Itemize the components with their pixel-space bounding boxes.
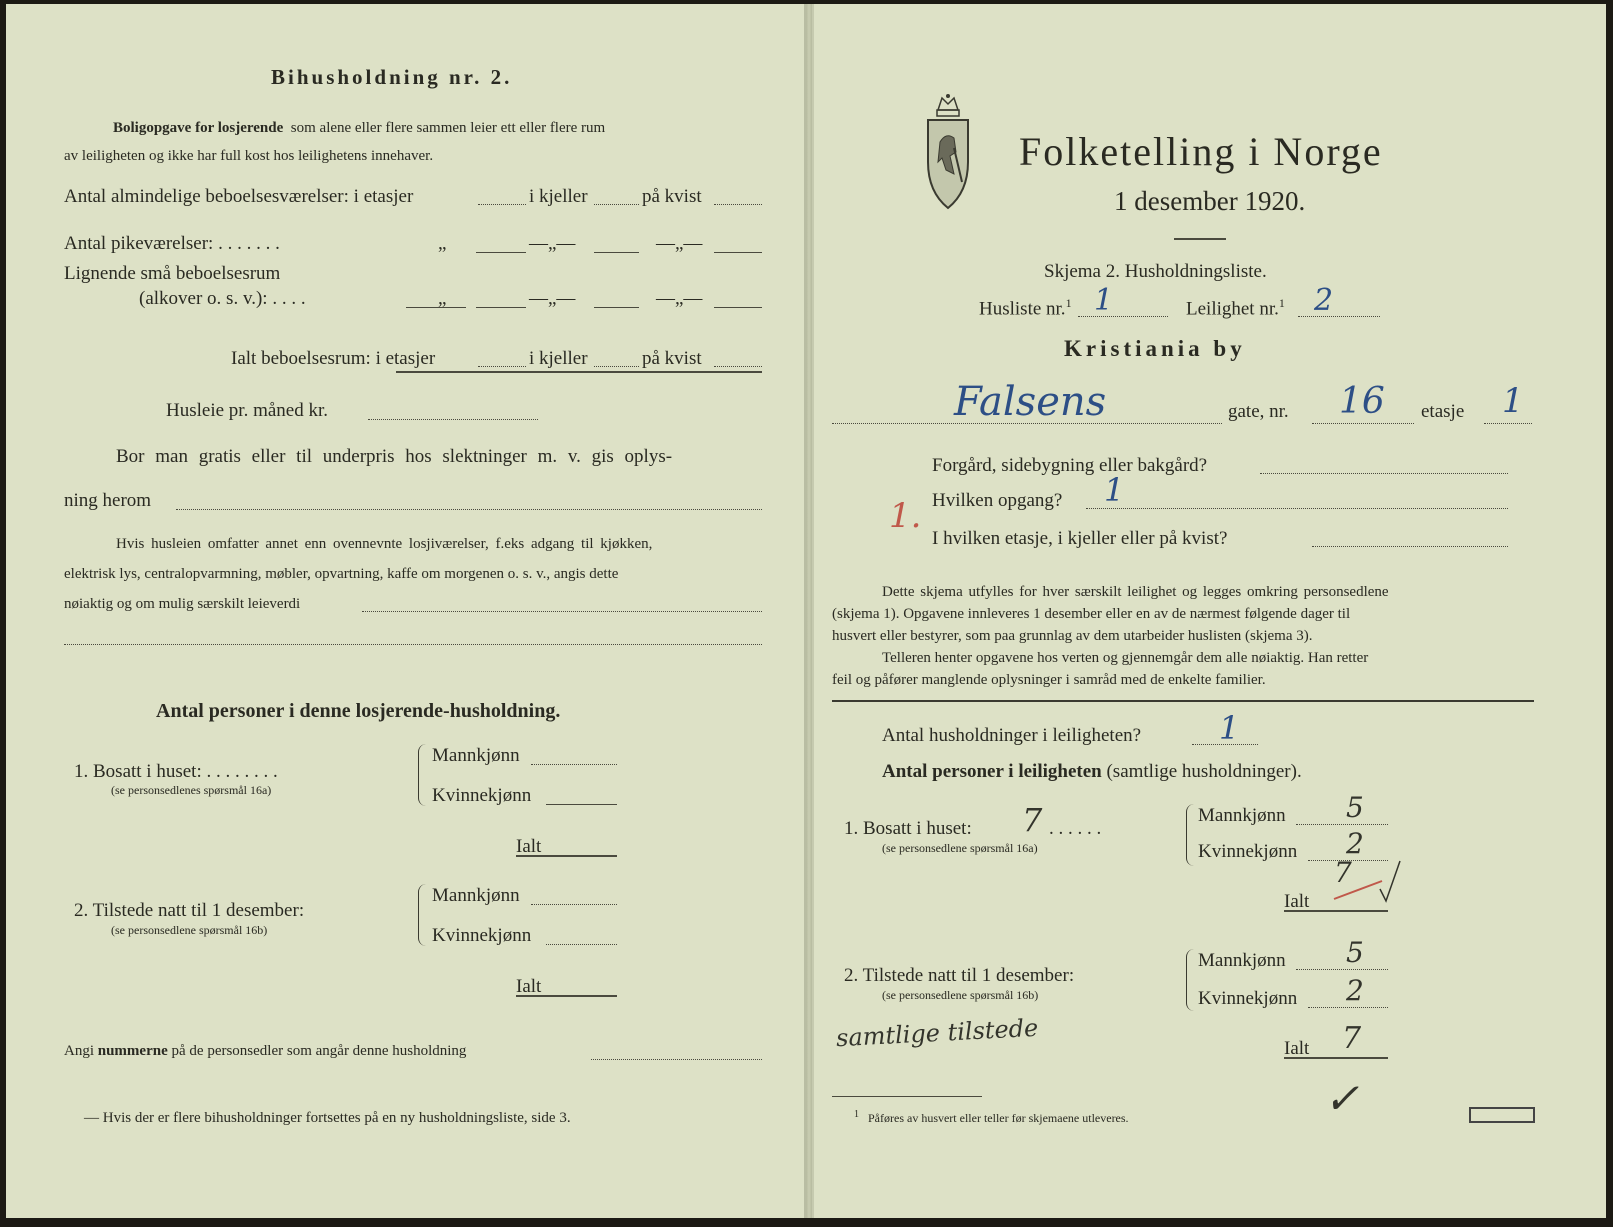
rooms-kjeller-field (594, 204, 639, 205)
right-q2-mann-field (1296, 969, 1388, 970)
instruction-line-4: Telleren henter opgavene hos verten og gjennemgår dem alle nøiaktig. Han retter (882, 650, 1369, 666)
small-rooms-field-0 (406, 307, 466, 308)
leilighet-value: 2 (1314, 283, 1334, 318)
small-rooms-label-2: (alkover o. s. v.): . . . . (139, 288, 306, 309)
pike-field-1 (476, 252, 526, 253)
husliste-field (1078, 316, 1168, 317)
opgang-value: 1 (1104, 471, 1125, 509)
rent-field (368, 419, 538, 420)
left-q1-ialt-field (516, 855, 617, 857)
left-q2-mann-field (531, 904, 617, 905)
margin-mark: 1. (889, 496, 922, 536)
forgard-question: Forgård, sidebygning eller bakgård? (932, 455, 1208, 476)
small-rooms-ditto-3: —„— (656, 288, 703, 309)
title-rule (1174, 238, 1226, 240)
incl-field (362, 611, 762, 612)
right-q1-check-strokes (1324, 856, 1404, 909)
pike-label: Antal pikeværelser: . . . . . . . (64, 233, 280, 254)
ialt-kvist-label: på kvist (642, 348, 702, 369)
right-q2-ialt-label: Ialt (1284, 1038, 1310, 1059)
ialt-kjeller-field (594, 366, 639, 367)
gate-nr-value: 16 (1339, 381, 1385, 422)
etasje-value: 1 (1502, 381, 1524, 421)
rent-label: Husleie pr. måned kr. (166, 400, 328, 421)
gate-label: gate, nr. (1228, 401, 1289, 422)
instruction-line-1: Dette skjema utfylles for hver særskilt leilighet og legges omkring personsedlene (882, 584, 1389, 600)
gate-nr-field (1312, 423, 1414, 424)
husliste-label: Husliste nr.$^1$ (979, 296, 1072, 320)
left-q2-kvinne-label: Kvinnekjønn (432, 925, 532, 946)
right-q1-sub: (se personsedlene spørsmål 16a) (882, 841, 1038, 855)
leilighet-label: Leilighet nr.$^1$ (1186, 296, 1285, 320)
handwritten-note: samtlige tilstede (835, 1013, 1039, 1053)
households-value: 1 (1219, 709, 1240, 747)
rooms-kvist-field (714, 204, 762, 205)
left-title: Bihusholdning nr. 2. (271, 65, 513, 89)
right-q2-ialt-field (1284, 1057, 1388, 1059)
leilighet-field (1298, 316, 1380, 317)
free-line-1: Bor man gratis eller til underpris hos slektninger m. v. gis oplys- (116, 446, 673, 467)
pike-field-3 (714, 252, 762, 253)
persons-heading: Antal personer i denne losjerende-husholdning. (156, 700, 561, 722)
right-q2-kvinne-field (1308, 1007, 1388, 1008)
right-q1-kvinne-value: 2 (1346, 827, 1364, 860)
angi-line: Angi nummerne på de personsedler som angår denne husholdning (64, 1043, 467, 1059)
left-q1-sub: (se personsedlenes spørsmål 16a) (111, 783, 272, 797)
etasje-label: etasje (1421, 401, 1465, 422)
right-q1-label: 1. Bosatt i huset: (844, 818, 972, 839)
right-title: Folketelling i Norge (1019, 129, 1383, 174)
husliste-value: 1 (1094, 283, 1114, 318)
census-form-sheet (6, 4, 1606, 1218)
households-question: Antal husholdninger i leiligheten? (882, 725, 1142, 746)
free-field (176, 509, 762, 510)
left-q2-brace (418, 884, 426, 946)
right-page (812, 4, 1606, 1218)
left-q1-label: 1. Bosatt i huset: . . . . . . . . (74, 761, 278, 782)
instructions-rule (832, 700, 1534, 702)
left-q2-mann-label: Mannkjønn (432, 885, 520, 906)
opgang-question: Hvilken opgang? (932, 490, 1063, 511)
small-rooms-ditto-2: —„— (529, 288, 576, 309)
schema-label: Skjema 2. Husholdningsliste. (1044, 261, 1267, 282)
pike-ditto-2: —„— (529, 233, 576, 254)
incl-line-2: elektrisk lys, centralopvarmning, møbler, opvartning, kaffe om morgenen o. s. v., angis dette (64, 566, 619, 582)
intro-line-2: av leiligheten og ikke har full kost hos leilighetens innehaver. (64, 148, 434, 164)
ialt-kjeller-label: i kjeller (529, 348, 588, 369)
pike-ditto-1: „ (438, 233, 447, 254)
left-footer-note: — Hvis der er flere bihusholdninger fortsettes på en ny husholdningsliste, side 3. (84, 1110, 571, 1126)
right-q1-mann-value: 5 (1346, 791, 1364, 824)
right-q1-dots: . . . . . . (1049, 818, 1102, 839)
rooms-etasjer-field (478, 204, 526, 205)
left-q2-ialt-field (516, 995, 617, 997)
right-q2-sub: (se personsedlene spørsmål 16b) (882, 988, 1039, 1002)
instruction-line-5: feil og påfører manglende oplysninger i samråd med de enkelte familier. (832, 672, 1266, 688)
rooms-kjeller-label: i kjeller (529, 186, 588, 207)
incl-field-2 (64, 644, 762, 645)
right-q1-ialt-field (1284, 910, 1388, 912)
small-rooms-label-1: Lignende små beboelsesrum (64, 263, 281, 284)
printer-stamp-icon (1469, 1107, 1535, 1123)
footnote: $^1$ Påføres av husvert eller teller før skjemaene utleveres. (854, 1109, 1129, 1125)
forgard-field (1260, 473, 1508, 474)
pike-field-2 (594, 252, 639, 253)
left-q2-label: 2. Tilstede natt til 1 desember: (74, 900, 305, 921)
ialt-rooms-underline (396, 371, 762, 373)
left-q1-mann-label: Mannkjønn (432, 745, 520, 766)
left-q1-kvinne-field (546, 804, 617, 805)
incl-line-3: nøiaktig og om mulig særskilt leieverdi (64, 596, 301, 612)
rooms-label: Antal almindelige beboelsesværelser: i etasjer (64, 186, 414, 207)
right-q2-kvinne-value: 2 (1346, 974, 1364, 1007)
small-rooms-ditto-1: „ (438, 288, 447, 309)
left-q1-ialt-label: Ialt (516, 836, 542, 857)
ialt-rooms-label: Ialt beboelsesrum: i etasjer (231, 348, 436, 369)
right-q2-brace (1186, 949, 1194, 1011)
left-q2-ialt-label: Ialt (516, 976, 542, 997)
left-q1-brace (418, 744, 426, 806)
left-q2-sub: (se personsedlene spørsmål 16b) (111, 923, 268, 937)
right-q2-kvinne-label: Kvinnekjønn (1198, 988, 1298, 1009)
right-q1-mann-field (1296, 824, 1388, 825)
right-q1-brace (1186, 804, 1194, 866)
right-q1-ialt-value: 7 (1334, 856, 1352, 889)
etasje-question: I hvilken etasje, i kjeller eller på kvist? (932, 528, 1228, 549)
left-q1-mann-field (531, 764, 617, 765)
city-label: Kristiania by (1064, 336, 1246, 361)
opgang-field (1086, 508, 1508, 509)
left-q1-kvinne-label: Kvinnekjønn (432, 785, 532, 806)
instruction-line-2: (skjema 1). Opgavene innleveres 1 desember eller en av de nærmest følgende dager til (832, 606, 1351, 622)
small-rooms-field-2 (594, 307, 639, 308)
bottom-check-mark: ✓ (1324, 1074, 1360, 1123)
coat-of-arms-icon (924, 92, 972, 212)
right-q1-ialt-label: Ialt (1284, 891, 1310, 912)
instruction-line-3: husvert eller bestyrer, som paa grunnlag av dem utarbeider huslisten (skjema 3). (832, 628, 1313, 644)
small-rooms-field-3 (714, 307, 762, 308)
street-field (832, 423, 1222, 424)
persons-heading: Antal personer i leiligheten (samtlige husholdninger). (882, 761, 1302, 782)
left-page (6, 4, 806, 1218)
incl-line-1: Hvis husleien omfatter annet enn ovennevnte losjiværelser, f.eks adgang til kjøkken, (116, 536, 653, 552)
left-q2-kvinne-field (546, 944, 617, 945)
right-q1-value: 7 (1022, 801, 1043, 839)
rooms-kvist-label: på kvist (642, 186, 702, 207)
pike-ditto-3: —„— (656, 233, 703, 254)
right-date: 1 desember 1920. (1114, 186, 1306, 216)
right-q1-kvinne-label: Kvinnekjønn (1198, 841, 1298, 862)
right-q2-label: 2. Tilstede natt til 1 desember: (844, 965, 1075, 986)
ialt-kvist-field (714, 366, 762, 367)
angi-field (591, 1059, 762, 1060)
right-q2-ialt-value: 7 (1342, 1021, 1362, 1056)
households-field (1192, 744, 1258, 745)
free-line-2: ning herom (64, 490, 152, 511)
footnote-rule (832, 1096, 982, 1097)
street-value: Falsens (954, 379, 1107, 425)
etasje-q-field (1312, 546, 1508, 547)
right-q1-mann-label: Mannkjønn (1198, 805, 1286, 826)
small-rooms-field-1 (476, 307, 526, 308)
ialt-etasjer-field (478, 366, 526, 367)
right-q2-mann-value: 5 (1346, 936, 1364, 969)
right-q2-mann-label: Mannkjønn (1198, 950, 1286, 971)
intro-line-1: Boligopgave for losjerende som alene eller flere sammen leier ett eller flere rum (113, 120, 606, 136)
etasje-field (1484, 423, 1532, 424)
